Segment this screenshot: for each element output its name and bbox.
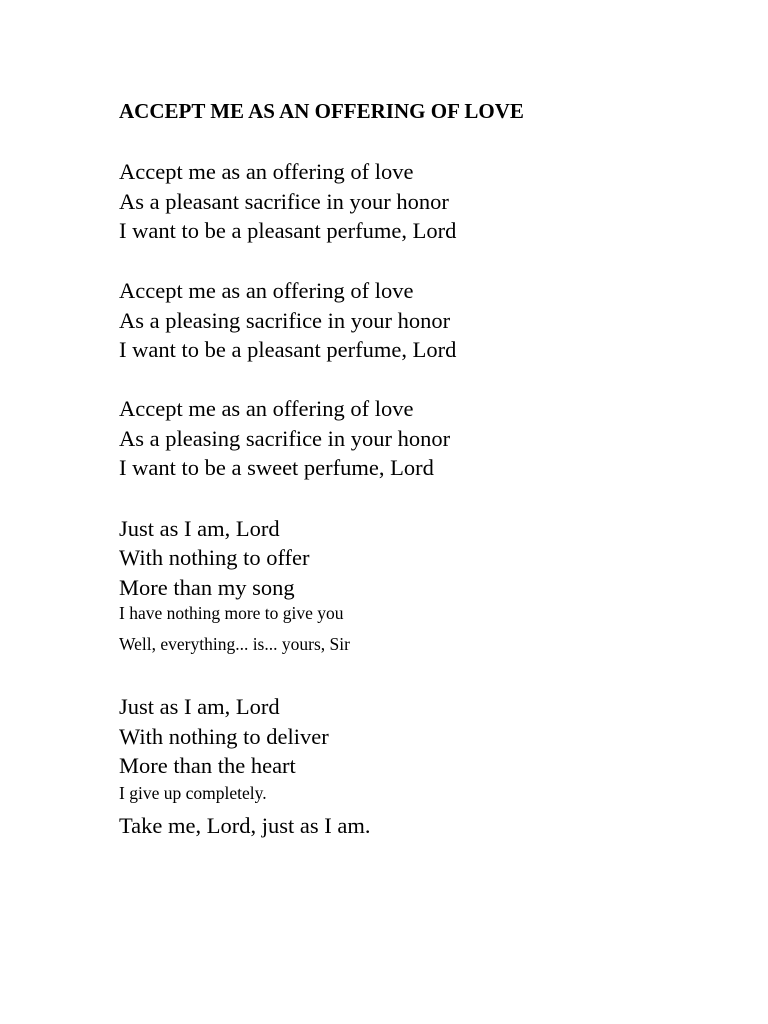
verse-3-line-2: As a pleasing sacrifice in your honor	[119, 426, 451, 451]
verse-4-line-5: Well, everything... is... yours, Sir	[119, 634, 350, 654]
song-title: ACCEPT ME AS AN OFFERING OF LOVE	[119, 99, 524, 123]
verse-4-line-3: More than my song	[119, 575, 295, 600]
verse-5-line-1: Just as I am, Lord	[119, 694, 280, 719]
verse-5-line-5: Take me, Lord, just as I am.	[119, 813, 371, 838]
verse-2-line-3: I want to be a pleasant perfume, Lord	[119, 337, 457, 362]
verse-5-line-2: With nothing to deliver	[119, 724, 329, 749]
verse-5-line-4: I give up completely.	[119, 783, 267, 803]
verse-4-line-2: With nothing to offer	[119, 545, 310, 570]
verse-1-line-3: I want to be a pleasant perfume, Lord	[119, 218, 457, 243]
verse-3-line-1: Accept me as an offering of love	[119, 396, 414, 421]
verse-4-line-1: Just as I am, Lord	[119, 516, 280, 541]
verse-2-line-1: Accept me as an offering of love	[119, 278, 414, 303]
verse-1-line-2: As a pleasant sacrifice in your honor	[119, 189, 449, 214]
verse-4-line-4: I have nothing more to give you	[119, 603, 344, 623]
verse-5-line-3: More than the heart	[119, 753, 296, 778]
verse-2-line-2: As a pleasing sacrifice in your honor	[119, 308, 451, 333]
verse-1-line-1: Accept me as an offering of love	[119, 159, 414, 184]
verse-3-line-3: I want to be a sweet perfume, Lord	[119, 455, 434, 480]
